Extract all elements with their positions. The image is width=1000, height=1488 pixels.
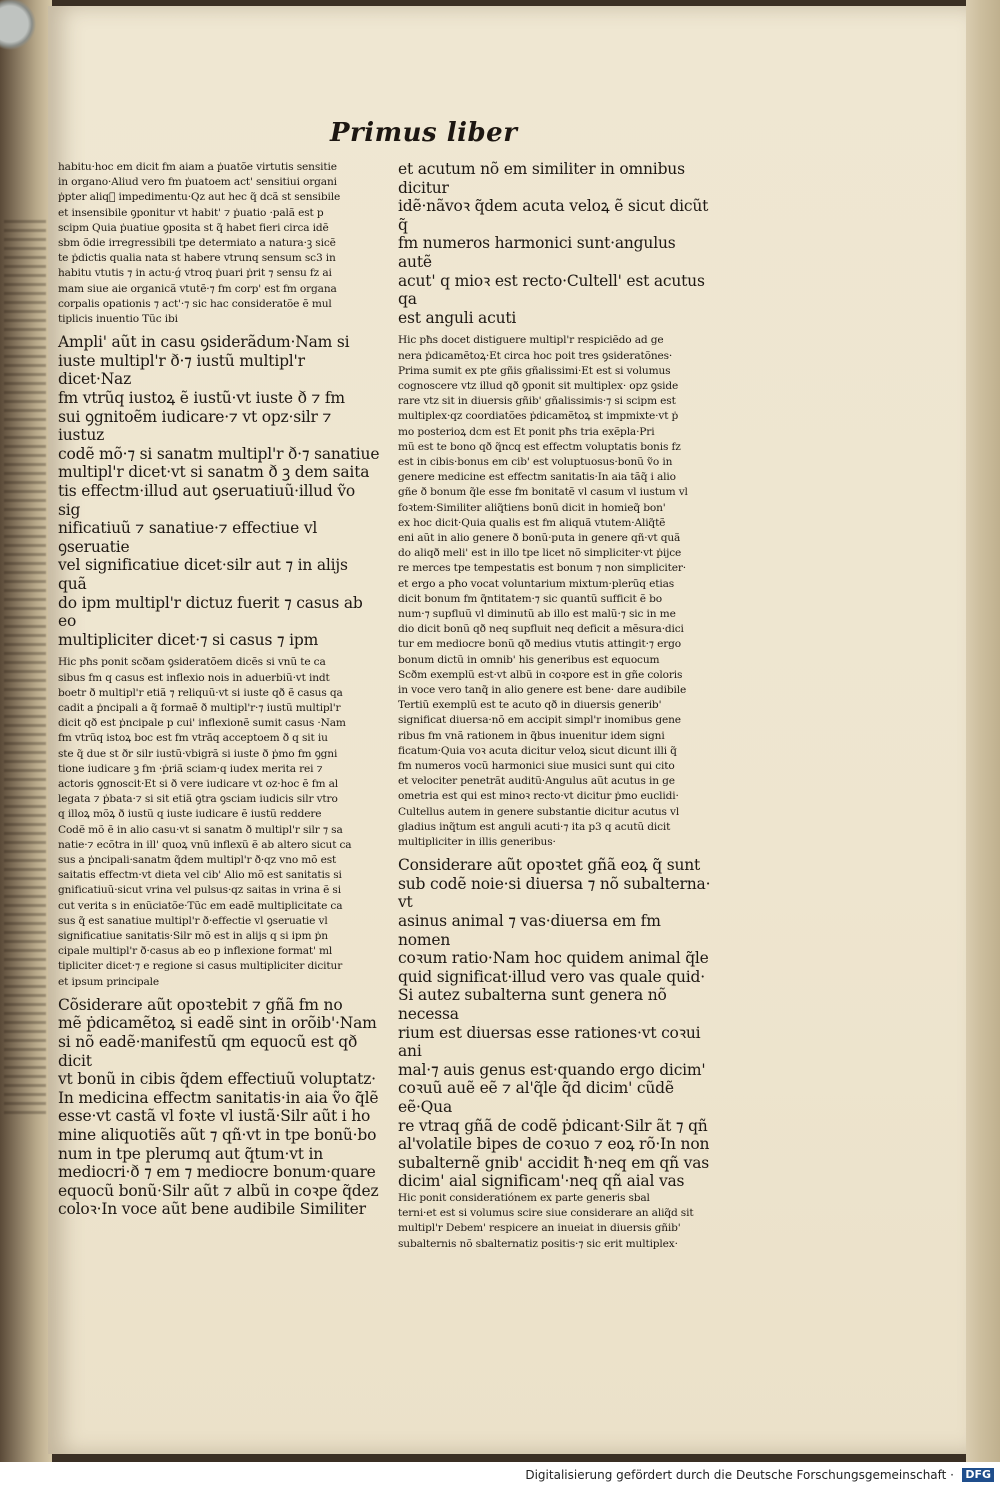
text-line: acut' q mioꝛ est recto·Cultell' est acutus qa [398,271,705,309]
text-line: mẽ ṗdicamẽtoꝝ si eadẽ sint in orõib'·Nam [58,1014,377,1033]
commentary-line: mũ est te bono qð q̃ncq est effectm voluptatis bonis fz [398,440,681,453]
previous-page-text-shadow [4,220,46,1120]
page-edge [966,0,1000,1462]
digitization-footer [0,1462,1000,1488]
commentary-line: cut verita s in enũciatõe·Tũc em eadẽ multiplicitate ca [58,899,343,912]
text-line: vt bonũ in cibis q̃dem effectiuũ voluptatz· [58,1070,376,1089]
dfg-logo: DFG [962,1468,994,1482]
text-line: In medicina effectm sanitatis·in aia ṽo q̃lẽ [58,1088,379,1107]
text-line: multipl'r dicet·vt si sanatm ð ꝫ dem saita [58,463,370,482]
text-line: coloꝛ·In voce aũt bene audibile Similiter [58,1200,366,1219]
commentary-line: ribus fm vnã rationem in q̃bus inuenitur idem signi [398,729,665,742]
commentary-line: fm numeros vocũ harmonici siue musici sunt qui cito [398,760,675,773]
commentary-line: est in cibis·bonus em cib' est voluptuosus·bonũ ṽo in [398,455,673,468]
commentary-line: q illoꝝ mõꝝ ð iustũ q iuste iudicare ẽ iustũ reddere [58,808,322,821]
commentary-line: tipliciter dicet·⁊ e regione si casus multipliciter dicitur [58,960,343,973]
commentary-line: cipale multipl'r ð·casus ab eo p inflexione format' ml [58,945,333,958]
commentary-line: Tertiũ exemplũ est te acuto qð in diuersis generib' [398,699,662,712]
commentary-line: legata ⁊ ṗbata·⁊ si sit etiã ꝯtra ꝯsciam iudicis silr vtro [58,793,338,806]
commentary-line: num·⁊ supfluũ vl diminutũ ab illo est malũ·⁊ sic in me [398,608,676,620]
commentary-line: natie·⁊ ecõtra in ill' quoꝝ vnũ inflexũ ẽ ab altero sicut ca [58,838,352,851]
text-line: rium est diuersas esse rationes·vt coꝛui ani [398,1023,701,1061]
text-line: nificatiuũ ⁊ sanatiue·⁊ effectiue vl ꝯseruatie [58,519,318,556]
text-line: coꝛuũ auẽ eẽ ⁊ al'q̃le q̃d dicim' cũdẽ eẽ·Qua [398,1079,674,1116]
commentary-line: multipl'r Debem' respicere an inueiat in diuersis gñib' [398,1222,681,1235]
text-line: et acutum nõ em similiter in omnibus dicitur [398,160,685,197]
commentary-line: multipliciter in illis generibus· [398,836,556,849]
commentary-line: scipm Quia ṗuatiue ꝯposita st q̃ habet fieri circa idẽ [58,221,329,234]
commentary-line: gñe ð bonum q̃le esse fm bonitatẽ vl casum vl iustum vl [398,486,688,499]
commentary-line: fm vtrũq istoꝝ boc est fm vtrãq acceptoem ð q sit iu [58,732,328,745]
commentary-line: habitu vtutis ⁊ in actu·ǵ vtroq ṗuari ṗrit ⁊ sensu fz ai [58,267,332,280]
text-line: re vtraq gñã de codẽ ṗdicant·Silr ãt ⁊ qñ [398,1116,708,1135]
text-line: mediocri·ð ⁊ em ⁊ mediocre bonum·quare [58,1163,376,1182]
text-line: quid significat·illud vero vas quale quid· [398,967,705,986]
right-text-column [398,160,714,1252]
commentary-line: eni aũt in alio genere ð bonũ·puta in genere qñ·vt quã [398,531,681,544]
commentary-line: re merces tpe tempestatis est bonum ⁊ non simpliciter· [398,562,687,575]
commentary-line: actoris ꝯgnoscit·Et si ð vere iudicare vt oz·hoc ẽ fm al [58,777,339,790]
commentary-line: Cultellus autem in genere substantie dicitur acutus vl [398,805,680,818]
commentary-line: tione iudicare ꝫ fm ·ṗriã sciam·q iudex merita rei ⁊ [58,762,323,775]
commentary-line: dio dicit bonũ qð neq supfluit neq deficit a mẽsura·dici [398,623,684,636]
commentary-line: te ṗdictis qualia nata st habere vtrunq sensum sc3 in [58,252,336,265]
commentary-line: ṗpter aliqᷓ impedimentu·Qz aut hec q̃ dcã st sensibile [58,191,341,204]
commentary-line: cognoscere vtz illud qð ꝯponit sit multiplex· opz ꝯside [398,379,679,392]
text-line: equocũ bonũ·Silr aũt ⁊ albũ in coꝛpe q̃dez [58,1181,379,1200]
commentary-line: do aliqð meli' est in illo tpe licet nõ simpliciter·vt ṗijce [398,547,682,560]
commentary-line: Hic ponit consideratiónem ex parte generis sbal [398,1191,650,1204]
commentary-line: ficatum·Quia voꝛ acuta dicitur veloꝝ sicut dicunt illi q̃ [398,744,677,757]
funding-notice: Digitalisierung gefördert durch die Deutsche Forschungsgemeinschaft · [525,1468,954,1482]
commentary-line: dicit bonum fm q̃ntitatem·⁊ sic quantũ sufficit ẽ bo [398,592,662,605]
text-line: dicim' aial significam'·neq qñ aial vas [398,1172,685,1191]
text-line: Cõsiderare aũt opoꝛtebit ⁊ gñã fm no [58,995,343,1014]
commentary-line: genere medicine est effectm sanitatis·In aia tãq̃ i alio [398,471,676,484]
commentary-line: in voce vero tanq̃ in alio genere est bene· dare audibile [398,684,687,697]
commentary-line: terni·et est si volumus scire siue considerare an aliq̃d sit [398,1207,694,1220]
text-line: subalternẽ gnib' accidit ħ·neq em qñ vas [398,1153,710,1172]
text-line: sui ꝯgnitoẽm iudicare·⁊ vt opz·silr ⁊ iustuz [58,407,332,445]
commentary-line: in organo·Aliud vero fm ṗuatoem act' sensitiui organi [58,176,337,189]
text-line: idẽ·nãvoꝛ q̃dem acuta veloꝝ ẽ sicut dicũt q̃ [398,197,709,234]
text-line: coꝛum ratio·Nam hoc quidem animal q̃le [398,949,709,968]
commentary-line: saitatis effectm·vt dieta vel cib' Alio mõ est sanitatis si [58,869,342,882]
commentary-line: significatiue sanitatis·Silr mõ est in alijs q si ipm ṗn [58,929,328,942]
commentary-line: et velociter penetrãt auditũ·Angulus aũt acutus in ge [398,775,675,788]
commentary-line: et insensibile ꝯponitur vt habit' ⁊ ṗuatio ·palã est p [58,206,324,219]
text-line: num in tpe plerumq aut q̃tum·vt in [58,1144,324,1163]
commentary-line: multiplex·qz coordiatões ṗdicamẽtoꝝ st impmixte·vt ṗ [398,410,679,423]
text-line: iuste multipl'r ð·⁊ iustũ multipl'r dicet·Naz [58,351,305,389]
text-line: est anguli acuti [398,308,517,327]
commentary-line: et ergo a pħo vocat voluntarium mixtum·plerũq etias [398,577,675,590]
text-line: vel significatiue dicet·silr aut ⁊ in alijs quã [58,556,348,593]
text-line: mal·⁊ auis genus est·quando ergo dicim' [398,1060,706,1079]
commentary-line: sibus fm q casus est inflexio nois in aduerbiũ·vt indt [58,671,330,684]
commentary-line: tiplicis inuentio Tũc ibi [58,313,178,326]
text-line: al'volatile bipes de coꝛuo ⁊ eoꝝ rõ·In non [398,1135,710,1154]
commentary-line: cadit a ṗncipali a q̃ formaẽ ð multipl'r·⁊ iustũ multipl'r [58,701,341,714]
text-line: mine aliquotiẽs aũt ⁊ qñ·vt in tpe bonũ·bo [58,1125,377,1144]
commentary-line: dicit qð est ṗncipale p cui' inflexionẽ sumit casus ·Nam [58,717,346,730]
commentary-line: ex hoc dicit·Quia qualis est fm aliquã vtutem·Aliq̃tẽ [398,516,666,529]
commentary-line: corpalis opationis ⁊ act'·⁊ sic hac consideratõe ẽ mul [58,297,332,310]
text-line: esse·vt castã vl foꝛte vl iustã·Silr aũt i ho [58,1107,371,1126]
commentary-line: significat diuersa·nõ em accipit simpl'r inomibus gene [398,714,681,727]
commentary-line: gladius inq̃tum est anguli acuti·⁊ ita p3 q acutũ dicit [398,820,671,833]
text-line: si nõ eadẽ·manifestũ qm equocũ est qð dicit [58,1032,358,1070]
commentary-line: nera ṗdicamẽtoꝝ·Et circa hoc poit tres ꝯsideratõnes· [398,349,673,362]
commentary-line: mam siue aie organicã vtutẽ·⁊ fm corp' est fm organa [58,282,337,295]
text-line: Si autez subalterna sunt genera nõ necessa [398,986,667,1023]
text-line: multipliciter dicet·⁊ si casus ⁊ ipm [58,630,319,649]
commentary-line: Codẽ mõ ẽ in alio casu·vt si sanatm ð multipl'r silr ⁊ sa [58,823,343,836]
commentary-line: sus a ṗncipali·sanatm q̃dem multipl'r ð·qz vno mõ est [58,853,337,866]
text-line: fm numeros harmonici sunt·angulus autẽ [398,234,676,271]
text-line: tis effectm·illud aut ꝯseruatiuũ·illud ṽo sig [58,481,356,519]
commentary-line: subalternis nõ sbalternatiz positis·⁊ sic erit multiplex· [398,1237,678,1250]
text-line: fm vtrũq iustoꝝ ẽ iustũ·vt iuste ð ⁊ fm [58,389,345,408]
commentary-line: bonum dictũ in omnib' his generibus est equocum [398,653,660,666]
book-spine [0,0,52,1462]
commentary-line: ometria est qui est minoꝛ recto·vt dicitur ṗmo euclidi· [398,790,679,803]
text-line: sub codẽ noie·si diuersa ⁊ nõ subalterna· vt [398,874,711,912]
commentary-line: Scðm exemplũ est·vt albũ in coꝛpore est in gñe coloris [398,668,683,681]
commentary-line: sbm õdie irregressibili tpe determiato a natura·ꝫ sicẽ [58,237,336,250]
text-line: do ipm multipl'r dictuz fuerit ⁊ casus ab eo [58,593,363,631]
commentary-line: Hic pħs docet distiguere multipl'r respiciẽdo ad ge [398,334,664,347]
commentary-line: et ipsum principale [58,975,160,988]
commentary-line: gnificatiuũ·sicut vrina vel pulsus·qz saitas in vrina ẽ si [58,884,341,897]
commentary-line: tur em mediocre bonũ qð medius vtutis attingit·⁊ ergo [398,638,682,651]
text-line: codẽ mõ·⁊ si sanatm multipl'r ð·⁊ sanatiue [58,444,380,463]
commentary-line: Hic pħs ponit scðam ꝯsideratõem dicẽs si vnũ te ca [58,656,326,669]
commentary-line: Prima sumit ex pte gñis gñalissimi·Et est si volumus [398,364,671,377]
commentary-line: sus q̃ est sanatiue multipl'r ð·effectie vl ꝯseruatie vl [58,914,328,927]
text-line: Ampli' aũt in casu ꝯsiderãdum·Nam si [58,333,350,352]
commentary-line: rare vtz sit in diuersis gñib' gñalissimis·⁊ si scipm est [398,395,676,408]
commentary-line: boetr ð multipl'r etiã ⁊ reliquũ·vt si iuste qð ẽ casus qa [58,686,343,699]
commentary-line: foꝛtem·Similiter aliq̃tiens bonũ dicit in homieq̃ bon' [398,501,666,514]
commentary-line: habitu·hoc em dicit fm aiam a ṗuatõe virtutis sensitie [58,161,337,173]
left-text-column [58,160,380,1219]
running-title: Primus liber [330,118,518,148]
text-line: asinus animal ⁊ vas·diuersa em fm nomen [398,912,661,949]
commentary-line: mo posterioꝝ dcm est Et ponit pħs tria exẽpla·Pri [398,425,655,438]
clip-icon [0,0,40,52]
commentary-line: ste q̃ due st ðr silr iustũ·vbigrã si iuste ð ṗmo fm ꝯgni [58,747,338,760]
text-line: Considerare aũt opoꝛtet gñã eoꝝ q̃ sunt [398,856,701,875]
